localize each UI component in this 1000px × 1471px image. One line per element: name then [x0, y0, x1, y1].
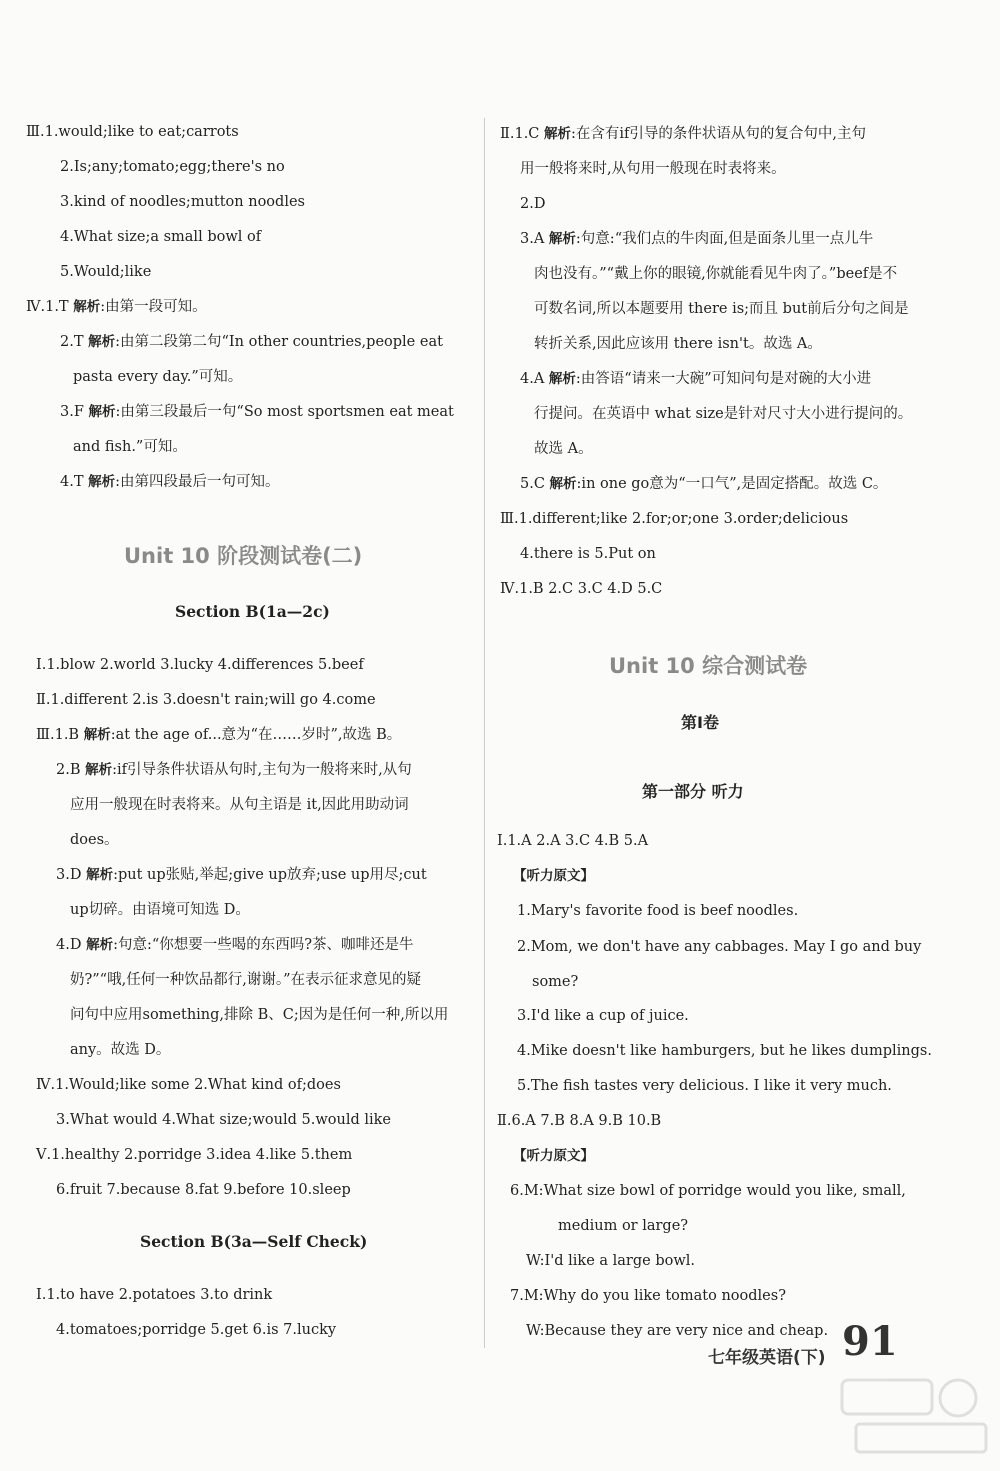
answer-line: Ⅴ.1.healthy 2.porridge 3.idea 4.like 5.them — [36, 1147, 353, 1163]
answer-line: Ⅱ.1.different 2.is 3.doesn't rain;will go 4.come — [36, 692, 376, 708]
answer-line: 【听力原文】 — [513, 1148, 594, 1164]
answer-line: 2.D — [520, 196, 546, 212]
answer-line: Ⅰ.1.A 2.A 3.C 4.B 5.A — [497, 833, 649, 849]
answer-line: 4.there is 5.Put on — [520, 546, 656, 562]
answer-line: Ⅰ.1.blow 2.world 3.lucky 4.differences 5.beef — [36, 657, 364, 673]
answer-line: Ⅱ.1.C 解析:在含有if引导的条件状语从句的复合句中,主句 — [500, 126, 867, 142]
answer-line: 可数名词,所以本题要用 there is;而且 but前后分句之间是 — [534, 301, 909, 317]
answer-line: Ⅲ.1.would;like to eat;carrots — [26, 124, 239, 140]
answer-line: Ⅳ.1.T 解析:由第一段可知。 — [26, 299, 207, 315]
answer-line: and fish.”可知。 — [73, 439, 187, 455]
answer-line: 用一般将来时,从句用一般现在时表将来。 — [520, 161, 786, 177]
answer-line: 2.B 解析:if引导条件状语从句时,主句为一般将来时,从句 — [56, 762, 412, 778]
answer-line: 转折关系,因此应该用 there isn't。故选 A。 — [534, 336, 822, 352]
section-heading: Section B(3a—Self Check) — [140, 1232, 368, 1251]
answer-line: W:I'd like a large bowl. — [526, 1253, 695, 1269]
answer-line: 6.fruit 7.because 8.fat 9.before 10.sleep — [56, 1182, 351, 1198]
answer-line: 【听力原文】 — [513, 868, 594, 884]
answer-line: 肉也没有。”“戴上你的眼镜,你就能看见牛肉了。”beef是不 — [534, 266, 898, 282]
section-heading: Unit 10 综合测试卷 — [609, 654, 808, 678]
answer-line: 3.I'd like a cup of juice. — [517, 1008, 689, 1024]
answer-line: 2.Is;any;tomato;egg;there's no — [60, 159, 285, 175]
answer-line: Ⅳ.1.B 2.C 3.C 4.D 5.C — [500, 581, 663, 597]
answer-line: 4.What size;a small bowl of — [60, 229, 262, 245]
answer-line: Ⅰ.1.to have 2.potatoes 3.to drink — [36, 1287, 273, 1303]
answer-line: 5.Would;like — [60, 264, 152, 280]
answer-line: W:Because they are very nice and cheap. — [526, 1323, 829, 1339]
answer-line: Ⅱ.6.A 7.B 8.A 9.B 10.B — [497, 1113, 662, 1129]
page-number: 91 — [842, 1318, 898, 1365]
answer-line: 3.kind of noodles;mutton noodles — [60, 194, 305, 210]
answer-line: 3.F 解析:由第三段最后一句“So most sportsmen eat meat — [60, 404, 454, 420]
answer-line: 3.A 解析:句意:“我们点的牛肉面,但是面条儿里一点儿牛 — [520, 231, 874, 247]
answer-line: Ⅲ.1.B 解析:at the age of...意为“在……岁时”,故选 B。 — [36, 727, 402, 743]
answer-line: 7.M:Why do you like tomato noodles? — [510, 1288, 786, 1304]
answer-line: 3.D 解析:put up张贴,举起;give up放弃;use up用尽;cut — [56, 867, 427, 883]
answer-line: 4.tomatoes;porridge 5.get 6.is 7.lucky — [56, 1322, 337, 1338]
answer-line: some? — [532, 974, 579, 990]
answer-line: 6.M:What size bowl of porridge would you like, small, — [510, 1183, 906, 1199]
answer-line: Ⅳ.1.Would;like some 2.What kind of;does — [36, 1077, 341, 1093]
answer-line: medium or large? — [558, 1218, 689, 1234]
answer-line: 2.T 解析:由第二段第二句“In other countries,people eat — [60, 334, 443, 350]
section-heading: Section B(1a—2c) — [175, 602, 330, 621]
section-heading: 第Ⅰ卷 — [681, 713, 719, 732]
answer-line: 奶?”“哦,任何一种饮品都行,谢谢。”在表示征求意见的疑 — [70, 972, 421, 988]
answer-line: 5.The fish tastes very delicious. I like it very much. — [517, 1078, 892, 1094]
answer-line: 行提问。在英语中 what size是针对尺寸大小进行提问的。 — [534, 406, 913, 422]
answer-line: 问句中应用something,排除 B、C;因为是任何一种,所以用 — [70, 1007, 449, 1023]
answer-line: 4.D 解析:句意:“你想要一些喝的东西吗?茶、咖啡还是牛 — [56, 937, 414, 953]
answer-line: does。 — [70, 832, 119, 848]
answer-line: 3.What would 4.What size;would 5.would like — [56, 1112, 392, 1128]
section-heading: 第一部分 听力 — [642, 782, 744, 801]
footer-label: 七年级英语(下) — [708, 1348, 826, 1368]
answer-line: Ⅲ.1.different;like 2.for;or;one 3.order;delicious — [500, 511, 849, 527]
answer-line: 1.Mary's favorite food is beef noodles. — [517, 903, 799, 919]
divider — [484, 118, 485, 1348]
answer-line: 4.A 解析:由答语“请来一大碗”可知问句是对碗的大小进 — [520, 371, 872, 387]
answer-line: 5.C 解析:in one go意为“一口气”,是固定搭配。故选 C。 — [520, 476, 888, 492]
answer-line: any。故选 D。 — [70, 1042, 171, 1058]
section-heading: Unit 10 阶段测试卷(二) — [124, 544, 363, 568]
answer-line: 故选 A。 — [534, 441, 593, 457]
answer-line: pasta every day.”可知。 — [73, 369, 243, 385]
watermark-logo — [836, 1362, 996, 1462]
answer-line: 2.Mom, we don't have any cabbages. May I go and buy — [517, 939, 922, 955]
answer-line: 应用一般现在时表将来。从句主语是 it,因此用助动词 — [70, 797, 409, 813]
answer-line: 4.T 解析:由第四段最后一句可知。 — [60, 474, 280, 490]
answer-line: up切碎。由语境可知选 D。 — [70, 902, 250, 918]
answer-line: 4.Mike doesn't like hamburgers, but he likes dumplings. — [517, 1043, 932, 1059]
